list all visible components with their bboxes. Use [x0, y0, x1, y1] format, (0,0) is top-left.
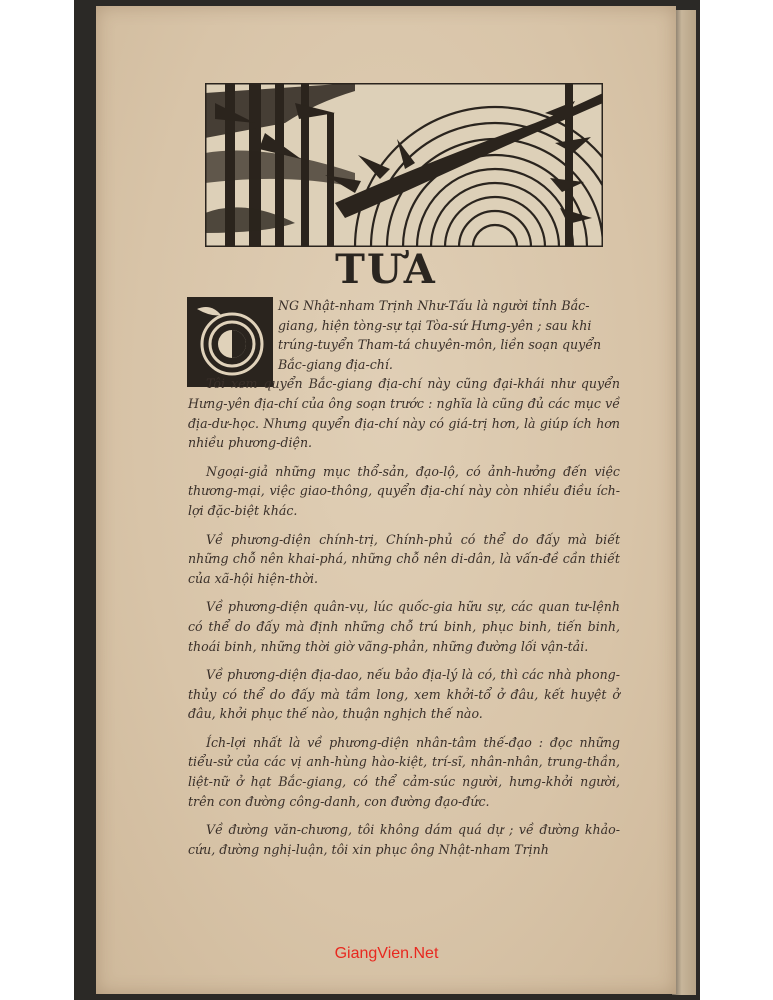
paragraph-3: Ngoại-giả những mục thổ-sản, đạo-lộ, có ảnh-hưởng đến việc thương-mại, việc giao-thông, quyển địa-chí này còn nhiều điều ích-lợi đặc-biệt khác. — [188, 463, 620, 518]
watermark-text: GiangVien.Net — [334, 945, 439, 962]
bamboo-sun-illustration — [205, 83, 603, 247]
page-title: TƯA — [335, 246, 437, 293]
paragraph-7: Ích-lợi nhất là về phương-diện nhân-tâm thế-đạo : đọc những tiểu-sử của các vị anh-hùng hào-kiệt, trí-sĩ, nhân-nhân, trung-thần, liệt-nữ ở hạt Bắc-giang, có thể cảm-súc người, hưng-khởi người, trên con đường công-danh, con đường đạo-đức. — [188, 734, 620, 809]
paragraph-8: Về đường văn-chương, tôi không dám quá dự ; về đường khảo-cứu, đường nghị-luận, tôi xin phục ông Nhật-nham Trịnh — [188, 822, 620, 857]
paragraph-1-line-4: Bắc-giang địa-chí. — [278, 356, 393, 372]
paragraph-6: Về phương-diện địa-dao, nếu bảo địa-lý là có, thì các nhà phong-thủy có thể do đấy mà tầm long, xem khởi-tổ ở đâu, kết huyệt ở đâu, khởi phục thế nào, thuận nghịch thế nào. — [188, 667, 620, 722]
paragraph-1-line-3: trúng-tuyển Tham-tá chuyên-môn, liền soạn quyển — [278, 337, 602, 353]
book-page — [96, 6, 676, 994]
paragraph-5: Về phương-diện quân-vụ, lúc quốc-gia hữu sự, các quan tư-lệnh có thể do đấy mà định những chỗ trú binh, phục binh, tiến binh, thoái binh, những thời giờ vãng-phản, những đường lối vận-tải. — [188, 599, 620, 654]
paragraph-1-line-2: giang, hiện tòng-sự tại Tòa-sứ Hưng-yên ; sau khi — [278, 317, 592, 333]
paragraph-4: Về phương-diện chính-trị, Chính-phủ có thể do đấy mà biết những chỗ nên khai-phá, những chỗ nên di-dân, là vấn-đề cần thiết của xã-hội hiện-thời. — [188, 531, 620, 586]
body-text — [188, 296, 620, 868]
paragraph-2: Tôi xem quyển Bắc-giang địa-chí này cũng đại-khái như quyển Hưng-yên địa-chí của ông soạn trước : nghĩa là cũng đủ các mục về địa-dư-học. Nhưng quyển địa-chí này có giá-trị hơn, là giúp ích hơn nhiều phương-diện. — [188, 376, 620, 451]
paragraph-1-line-1: NG Nhật-nham Trịnh Như-Tấu là người tỉnh Bắc- — [278, 298, 590, 313]
